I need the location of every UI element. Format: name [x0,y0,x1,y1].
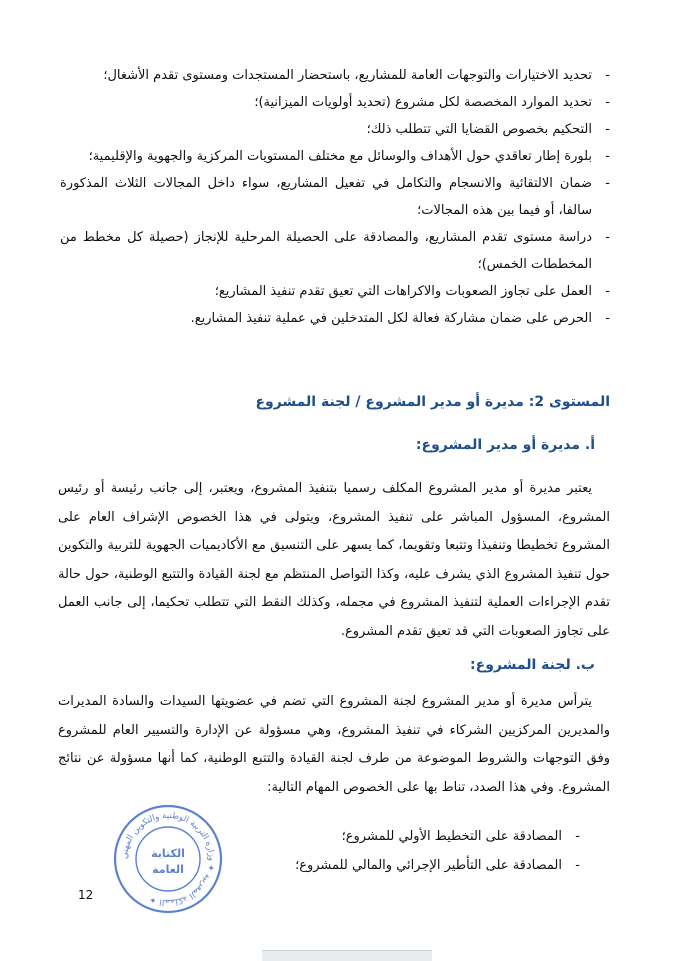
section-a-paragraph: يعتبر مديرة أو مدير المشروع المكلف رسميا بتنفيذ المشروع، ويعتبر، إلى جانب رئيسة أو رئيس المشروع، المسؤول المباشر على تنفيذ المشروع، ويتولى في هذا الخصوص الإشراف العام على المشروع تخطيطا وتنفيذا وتتبعا وتقويما، كما يسهر على التنسيق مع الأكاديميات الجهوية للتربية والتكوين حول تنفيذ المشروع الذي يشرف عليه، وكذا التواصل المنتظم مع لجنة القيادة والتتبع الوطنية، حول حالة تقدم الإجراءات العملية لتنفيذ المشروع في مجمله، وكذلك النقط التي تتطلب تحكيما، إلى جانب العمل على تجاوز الصعوبات التي قد تعيق تقدم المشروع. [58,481,610,639]
list-item-text: بلورة إطار تعاقدي حول الأهداف والوسائل مع مختلف المستويات المركزية والجهوية والإقليمية؛ [88,149,592,164]
dash-marker: - [605,95,610,110]
list-item [60,170,610,224]
list-item-text: ضمان الالتقائية والانسجام والتكامل في تفعيل المشاريع، سواء داخل المجالات الثلاث المذكورة سالفا، أو فيما بين هذه المجالات؛ [60,176,592,218]
dash-marker: - [605,284,610,299]
list-item [60,89,610,116]
stamp-center-line2: العامة [152,863,184,876]
dash-marker: - [605,68,610,83]
responsibilities-list [60,62,610,332]
list-item [60,224,610,278]
dash-marker: - [575,858,580,873]
list-item [60,305,610,332]
list-item-text: تحديد الموارد المخصصة لكل مشروع (تحديد أولويات الميزانية)؛ [254,95,592,110]
dash-marker: - [605,122,610,137]
list-item [60,278,610,305]
dash-marker: - [605,176,610,191]
section-b-heading: ب. لجنة المشروع: [470,657,595,673]
list-item [295,851,580,880]
list-item-text: العمل على تجاوز الصعوبات والاكراهات التي تعيق تقدم تنفيذ المشاريع؛ [214,284,592,299]
list-item-text: تحديد الاختيارات والتوجهات العامة للمشاريع، باستحضار المستجدات ومستوى تقدم الأشغال؛ [103,68,592,83]
dash-marker: - [605,149,610,164]
list-item [60,62,610,89]
list-item-text: دراسة مستوى تقدم المشاريع، والمصادقة على الحصيلة المرحلية للإنجاز (حصيلة كل مخطط من المخططات الخمس)؛ [60,230,592,272]
stamp-center-line1: الكتابة [151,847,185,860]
page-number: 12 [78,888,94,902]
level-heading: المستوى 2: مديرة أو مدير المشروع / لجنة المشروع [255,394,610,410]
list-item [300,822,580,851]
list-item-text: المصادقة على التخطيط الأولي للمشروع؛ [341,829,562,844]
section-a-heading: أ. مديرة أو مدير المشروع: [415,437,595,453]
dash-marker: - [605,230,610,245]
official-stamp [112,803,224,915]
list-item-text: الحرص على ضمان مشاركة فعالة لكل المتدخلين في عملية تنفيذ المشاريع. [190,311,592,326]
dash-marker: - [605,311,610,326]
list-item-text: المصادقة على التأطير الإجرائي والمالي للمشروع؛ [295,858,562,873]
list-item [60,116,610,143]
stamp-ring-text: المملكة المغربية ✦ وزارة التربية الوطنية والتكوين المهني ✦ [119,810,217,908]
committee-tasks-list [295,822,580,880]
section-b-paragraph: يترأس مديرة أو مدير المشروع لجنة المشروع التي تضم في عضويتها السيدات والسادة المديرات والمديرين المركزيين الشركاء في تنفيذ المشروع، وهي مسؤولة عن الإدارة والتسيير العام للمشروع وفق التوجهات والشروط الموضوعة من طرف لجنة القيادة والتتبع الوطنية، كما أنها مسؤولة عن نتائج المشروع. وفي هذا الصدد، تناط بها على الخصوص المهام التالية: [58,694,610,795]
list-item [60,143,610,170]
dash-marker: - [575,829,580,844]
scan-edge-strip [262,950,432,961]
list-item-text: التحكيم بخصوص القضايا التي تتطلب ذلك؛ [366,122,592,137]
